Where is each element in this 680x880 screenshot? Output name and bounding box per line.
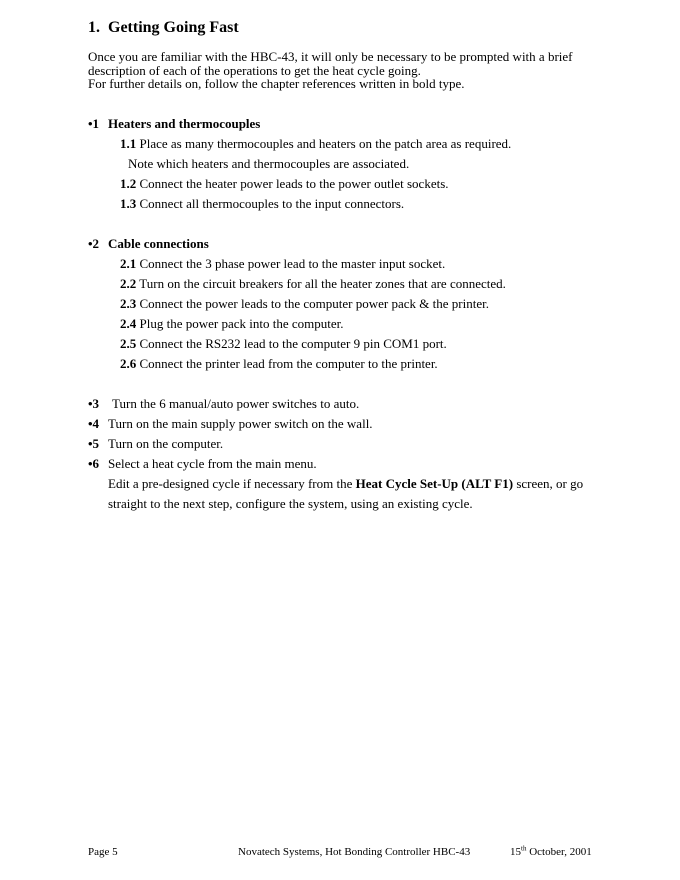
list-item [120,336,447,352]
date-rest: October, 2001 [526,846,592,858]
step-6-detail-line-1 [108,476,583,492]
detail-bold-reference: Heat Cycle Set-Up (ALT F1) [355,476,514,491]
date-day: 15 [510,846,521,858]
item-number: 2.4 [120,316,137,331]
item-text: Note which heaters and thermocouples are associated. [128,156,410,171]
item-text: Connect the power leads to the computer power pack & the printer. [139,296,489,311]
item-text: Place as many thermocouples and heaters on the patch area as required. [139,136,512,151]
list-item [120,176,449,192]
item-number: 1.1 [120,136,137,151]
list-item [120,296,489,312]
section-number: 1. [88,19,100,36]
step-2-bullet: •2 [88,236,100,251]
item-number: 2.6 [120,356,137,371]
intro-line-1: Once you are familiar with the HBC-43, it will only be necessary to be prompted with a brief [88,49,573,64]
item-text: Plug the power pack into the computer. [139,316,344,331]
item-number: 1.2 [120,176,137,191]
step-3-text: Turn the 6 manual/auto power switches to auto. [112,396,360,411]
list-item [120,196,404,212]
intro-line-2: description of each of the operations to get the heat cycle going. [88,63,421,78]
footer-page-number: Page 5 [88,846,118,858]
page-title [88,19,239,37]
list-item [120,316,343,332]
step-4-bullet: •4 [88,416,100,431]
footer-date [510,846,592,858]
item-number: 2.5 [120,336,137,351]
item-text: Connect the RS232 lead to the computer 9 pin COM1 port. [139,336,447,351]
step-1-title: Heaters and thermocouples [108,116,261,131]
item-number: 1.3 [120,196,137,211]
step-1-bullet: •1 [88,116,100,131]
item-number: 2.1 [120,256,137,271]
item-text: Connect the printer lead from the computer to the printer. [139,356,438,371]
step-3-bullet: •3 [88,396,100,411]
item-number: 2.2 [120,276,137,291]
footer-document-title: Novatech Systems, Hot Bonding Controller HBC-43 [238,846,471,858]
intro-line-3: For further details on, follow the chapter references written in bold type. [88,76,465,91]
item-text: Connect all thermocouples to the input connectors. [139,196,405,211]
section-title: Getting Going Fast [108,19,239,36]
item-text: Connect the heater power leads to the power outlet sockets. [139,176,449,191]
step-6-detail-line-2: straight to the next step, configure the system, using an existing cycle. [108,496,473,511]
item-text: Turn on the circuit breakers for all the heater zones that are connected. [139,276,506,291]
item-number: 2.3 [120,296,137,311]
step-5-text: Turn on the computer. [108,436,224,451]
step-5-bullet: •5 [88,436,100,451]
item-text: Connect the 3 phase power lead to the master input socket. [139,256,446,271]
step-4-text: Turn on the main supply power switch on the wall. [108,416,373,431]
list-item [128,156,409,172]
list-item [120,356,438,372]
step-2-title: Cable connections [108,236,209,251]
list-item [120,276,506,292]
detail-post: screen, or go [513,476,584,491]
detail-pre: Edit a pre-designed cycle if necessary from the [108,476,356,491]
step-6-text: Select a heat cycle from the main menu. [108,456,317,471]
step-6-bullet: •6 [88,456,100,471]
date-suffix: th [521,844,527,853]
list-item [120,136,511,152]
list-item [120,256,445,272]
